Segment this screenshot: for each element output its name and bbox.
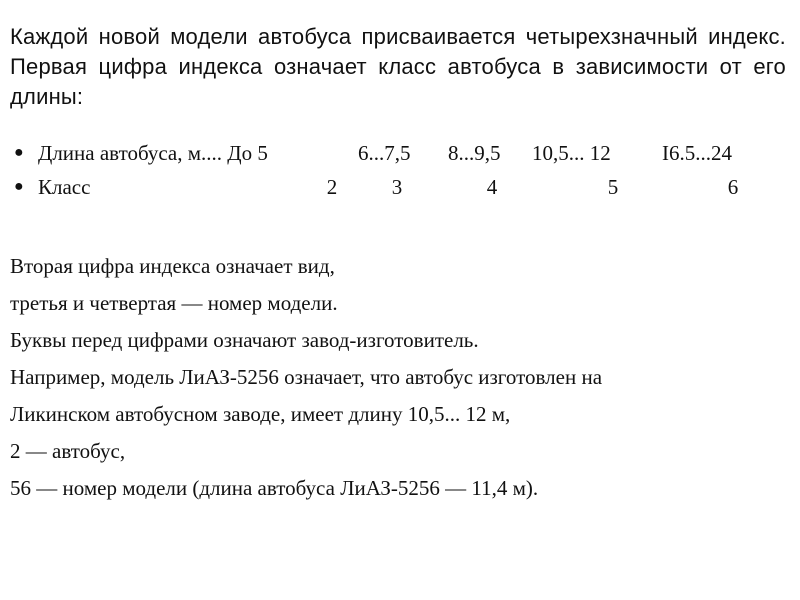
body-line: Ликинском автобусном заводе, имеет длину 10,5... 12 м, <box>10 402 511 426</box>
class-value: 4 <box>486 175 498 199</box>
intro-paragraph: Каждой новой модели автобуса присваивается четырехзначный индекс. Первая цифра индекса означает класс автобуса в зависимости от его длины: <box>10 24 786 109</box>
body-line: 2 — автобус, <box>10 439 126 463</box>
length-value: 10,5... 12 <box>532 141 611 165</box>
bullet-class-row <box>10 170 790 204</box>
bullet-icon: ● <box>14 178 24 195</box>
body-line: третья и четвертая — номер модели. <box>10 291 338 315</box>
length-value: 6...7,5 <box>358 141 411 165</box>
bullet-icon: ● <box>14 144 24 161</box>
length-value: I6.5...24 <box>662 141 732 165</box>
class-label: Класс <box>38 175 91 199</box>
body-line: Вторая цифра индекса означает вид, <box>10 254 335 278</box>
length-value: 8...9,5 <box>448 141 501 165</box>
bullet-list <box>10 136 790 204</box>
class-value: 2 <box>326 175 338 199</box>
bullet-length-row <box>10 136 790 170</box>
body-line: Буквы перед цифрами означают завод-изготовитель. <box>10 328 479 352</box>
body-text <box>10 248 790 507</box>
class-value: 6 <box>727 175 739 199</box>
body-line: 56 — номер модели (длина автобуса ЛиАЗ-5256 — 11,4 м). <box>10 476 539 500</box>
length-label: Длина автобуса, м.... До 5 <box>38 141 268 165</box>
class-value: 3 <box>391 175 403 199</box>
body-line: Например, модель ЛиАЗ-5256 означает, что автобус изготовлен на <box>10 365 603 389</box>
class-value: 5 <box>607 175 619 199</box>
